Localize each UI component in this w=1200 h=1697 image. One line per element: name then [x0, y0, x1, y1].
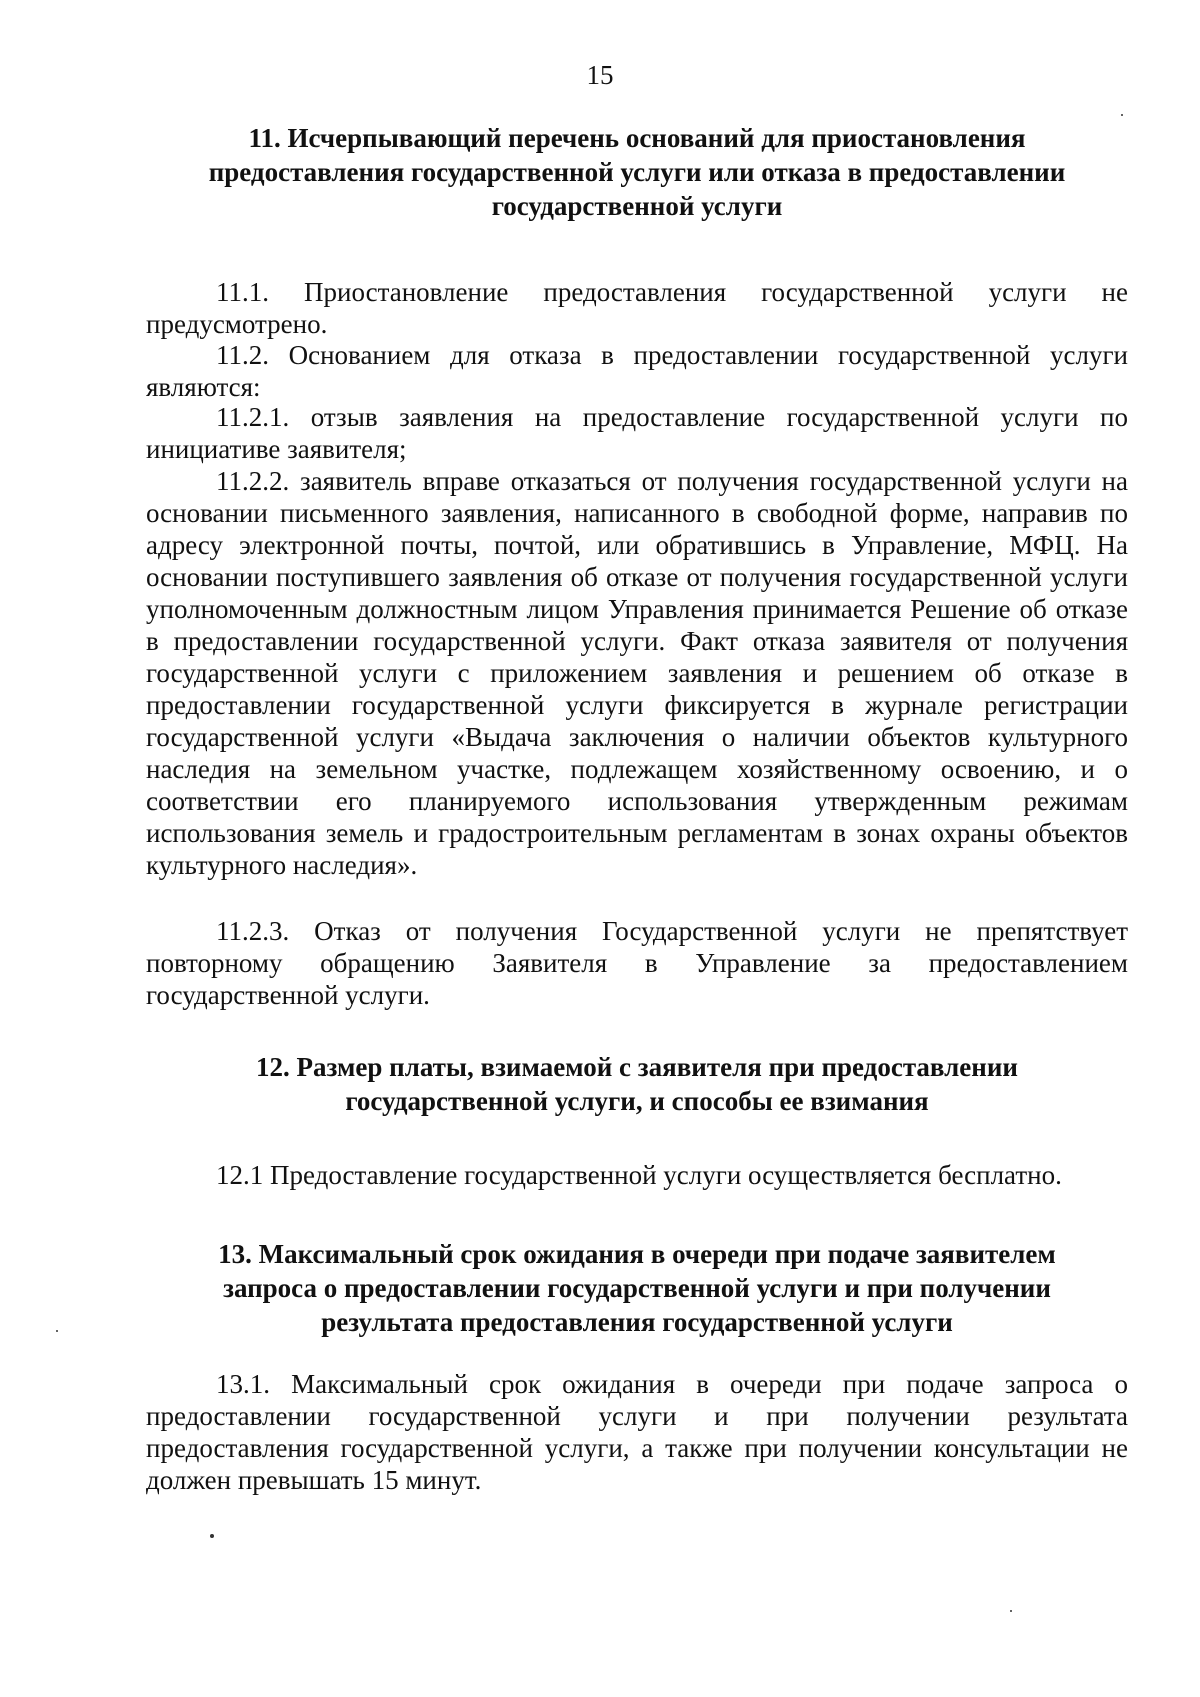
section-12-heading-line-1: 12. Размер платы, взимаемой с заявителя при предоставлении — [256, 1052, 1018, 1082]
scan-speck — [1010, 1610, 1012, 1612]
paragraph-11-2: 11.2. Основанием для отказа в предоставлении государственной услуги являются: — [146, 340, 1128, 402]
section-12-heading-line-2: государственной услуги, и способы ее взимания — [345, 1086, 929, 1116]
paragraph-13-1: 13.1. Максимальный срок ожидания в очереди при подаче запроса о предоставлении государственной услуги и при получении результата предоставления государственной услуги, а также при получении консультации не должен превышать 15 минут. — [146, 1369, 1128, 1495]
section-13-heading-line-2: запроса о предоставлении государственной услуги и при получении — [223, 1273, 1051, 1303]
paragraph-11-2-1: 11.2.1. отзыв заявления на предоставление государственной услуги по инициативе заявителя; — [146, 402, 1128, 464]
section-11-heading-line-1: 11. Исчерпывающий перечень оснований для приостановления — [248, 123, 1026, 153]
section-11-heading — [146, 121, 1128, 223]
scan-speck — [56, 1330, 58, 1332]
section-11-heading-line-2: предоставления государственной услуги или отказа в предоставлении — [208, 157, 1066, 187]
paragraph-11-1: 11.1. Приостановление предоставления государственной услуги не предусмотрено. — [146, 277, 1128, 339]
scan-speck — [210, 1534, 214, 1538]
paragraph-12-1: 12.1 Предоставление государственной услуги осуществляется бесплатно. — [216, 1160, 1062, 1190]
scan-speck — [1121, 114, 1123, 116]
section-13-heading-line-1: 13. Максимальный срок ожидания в очереди при подаче заявителем — [218, 1239, 1056, 1269]
section-12-heading — [146, 1050, 1128, 1118]
section-13-heading — [146, 1237, 1128, 1339]
section-13-heading-line-3: результата предоставления государственной услуги — [321, 1307, 953, 1337]
paragraph-11-2-2: 11.2.2. заявитель вправе отказаться от получения государственной услуги на основании письменного заявления, написанного в свободной форме, направив по адресу электронной почты, почтой, или обратившись в Управление, МФЦ. На основании поступившего заявления об отказе от получения государственной услуги уполномоченным должностным лицом Управления принимается Решение об отказе в предоставлении государственной услуги. Факт отказа заявителя от получения государственной услуги с приложением заявления и решением об отказе в предоставлении государственной услуги фиксируется в журнале регистрации государственной услуги «Выдача заключения о наличии объектов культурного наследия на земельном участке, подлежащем хозяйственному освоению, и о соответствии его планируемого использования утвержденным режимам использования земель и градостроительным регламентам в зонах охраны объектов культурного наследия». — [146, 466, 1128, 880]
page-number: 15 — [586, 60, 614, 90]
paragraph-11-2-3: 11.2.3. Отказ от получения Государственной услуги не препятствует повторному обращению Заявителя в Управление за предоставлением государственной услуги. — [146, 916, 1128, 1010]
section-11-heading-line-3: государственной услуги — [491, 191, 783, 221]
